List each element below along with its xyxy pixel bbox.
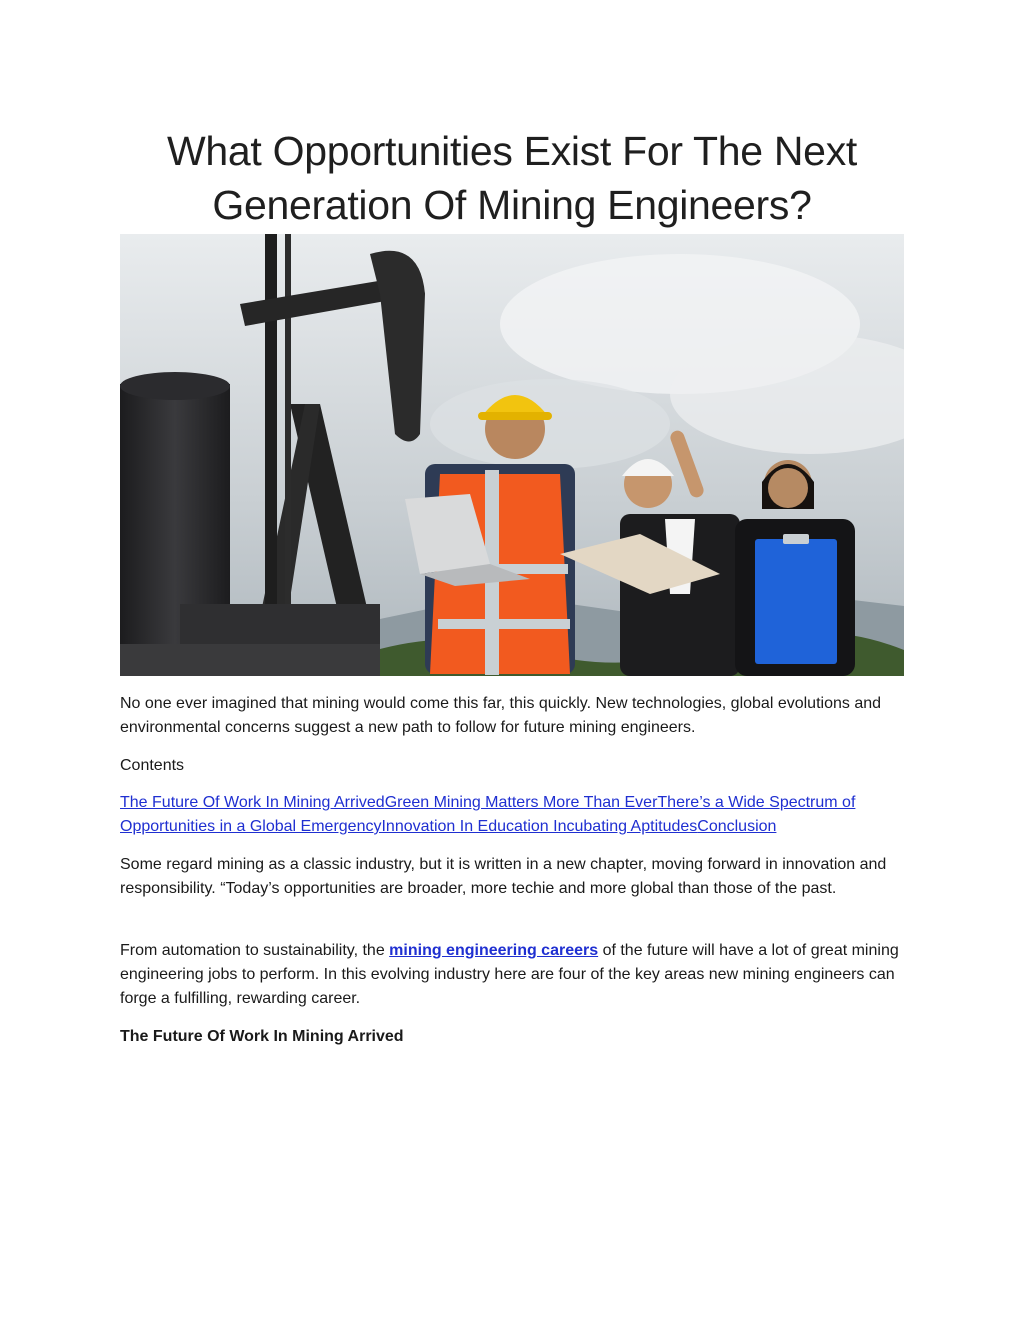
toc-link-wide-spectrum[interactable]: There’s a Wide Spectrum of Opportunities in a Global Emergency bbox=[120, 794, 856, 835]
para3-text-before: From automation to sustainability, the bbox=[120, 942, 390, 959]
hero-photo bbox=[120, 234, 904, 676]
intro-paragraph: No one ever imagined that mining would come this far, this quickly. New technologies, global evolutions and environmental concerns suggest a new path to follow for future mining engineers. bbox=[120, 695, 882, 736]
para3-text-after: of the future will have a lot of great mining engineering jobs to perform. In this evolving industry here are four of the key areas new mining engineers can forge a fulfilling, rewarding career. bbox=[120, 942, 899, 1007]
title-line-1: What Opportunities Exist For The Next bbox=[167, 128, 857, 174]
toc-link-future-of-work[interactable]: The Future Of Work In Mining Arrived bbox=[120, 794, 385, 811]
toc-link-innovation-education[interactable]: Innovation In Education Incubating Aptitudes bbox=[381, 818, 698, 835]
table-of-contents bbox=[120, 791, 904, 839]
toc-link-green-mining[interactable]: Green Mining Matters More Than Ever bbox=[384, 794, 658, 811]
section-heading: The Future Of Work In Mining Arrived bbox=[120, 1028, 404, 1045]
contents-label: Contents bbox=[120, 757, 185, 774]
page-title bbox=[120, 124, 904, 232]
toc-link-conclusion[interactable]: Conclusion bbox=[697, 818, 777, 835]
body-paragraph-automation bbox=[120, 939, 904, 1011]
title-line-2: Generation Of Mining Engineers? bbox=[212, 182, 812, 228]
mining-engineering-careers-link[interactable]: mining engineering careers bbox=[389, 942, 599, 959]
body-paragraph-classic-industry: Some regard mining as a classic industry, but it is written in a new chapter, moving forward in innovation and responsibility. “Today’s opportunities are broader, more techie and more global than those of the past. bbox=[120, 856, 887, 897]
